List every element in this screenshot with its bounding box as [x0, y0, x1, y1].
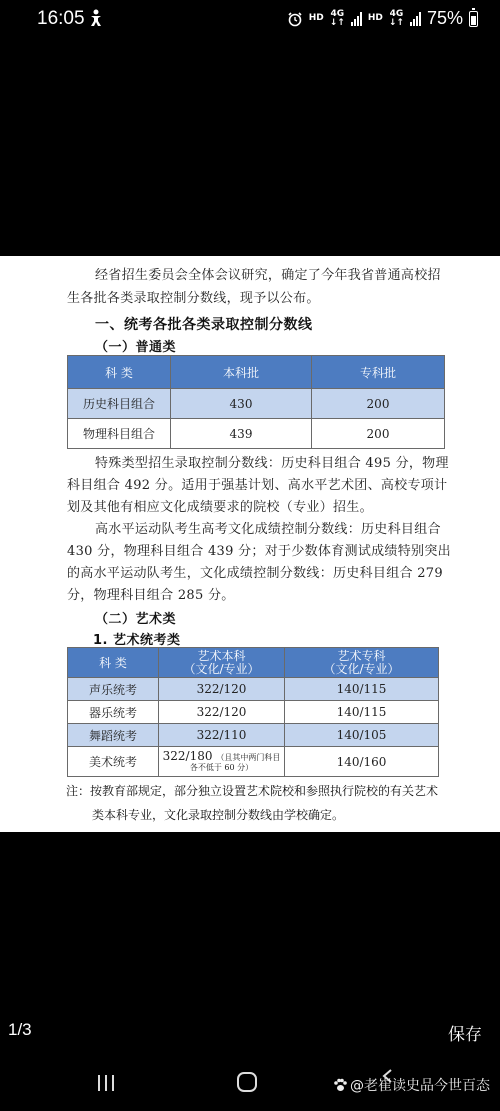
- athlete-line-2: 430 分，物理科目组合 439 分；对于少数体育测试成绩特别突出: [67, 544, 451, 559]
- network-4g-1-indicator: 4G ↓↑: [329, 8, 345, 28]
- table-art: [67, 647, 439, 777]
- table-cell: 439: [171, 419, 312, 449]
- table-cell: 322/180 （且其中两门科目 各不低于 60 分）: [159, 747, 285, 777]
- sub-2-title: （二）艺术类: [95, 612, 177, 627]
- watermark: @老崔读史品今世百态: [333, 1075, 490, 1095]
- art-note: （且其中两门科目: [216, 753, 281, 762]
- table1-header-undergrad: 本科批: [171, 356, 312, 389]
- table-row: [68, 419, 445, 449]
- section-1-title: 一、统考各批各类录取控制分数线: [95, 317, 313, 333]
- battery-percent: 75%: [426, 8, 463, 28]
- athlete-line-4: 分，物理科目组合 285 分。: [67, 588, 235, 603]
- table-cell: 200: [312, 389, 445, 419]
- table-cell: 声乐统考: [68, 678, 159, 701]
- recent-apps-button[interactable]: [98, 1075, 114, 1091]
- table-cell: 322/120: [159, 701, 285, 724]
- table-cell: 140/115: [285, 701, 439, 724]
- save-button[interactable]: 保存: [448, 1025, 482, 1045]
- network-hd-1-indicator: HD: [308, 13, 324, 23]
- table-cell: 美术统考: [68, 747, 159, 777]
- battery-icon: [469, 11, 478, 27]
- table2-header-undergrad: 艺术本科 （文化/专业）: [159, 648, 285, 678]
- table-cell: 历史科目组合: [68, 389, 171, 419]
- table-cell: 430: [171, 389, 312, 419]
- table-cell: 舞蹈统考: [68, 724, 159, 747]
- clock: 16:05: [37, 8, 85, 29]
- sub-2-1-title: 1. 艺术统考类: [93, 633, 181, 648]
- table-cell: 140/105: [285, 724, 439, 747]
- sub-1-title: （一）普通类: [95, 340, 177, 355]
- intro-line-2: 生各批各类录取控制分数线，现予以公布。: [67, 291, 320, 306]
- table-cell: 器乐统考: [68, 701, 159, 724]
- network-hd-2-indicator: HD: [367, 13, 383, 23]
- page-indicator: 1/3: [8, 1020, 32, 1039]
- paw-icon: [333, 1078, 347, 1092]
- table-general: [67, 355, 445, 449]
- alarm-icon: [287, 11, 303, 27]
- table-row: [68, 724, 439, 747]
- table-row: [68, 389, 445, 419]
- note-line-1: 注：按教育部规定，部分独立设置艺术院校和参照执行院校的有关艺术: [66, 784, 439, 798]
- table-row: [68, 747, 439, 777]
- table1-header-category: 科 类: [68, 356, 171, 389]
- table-cell: 200: [312, 419, 445, 449]
- table2-header-category: 科 类: [68, 648, 159, 678]
- network-4g-2-indicator: 4G ↓↑: [388, 8, 404, 28]
- signal-1-icon: [351, 12, 362, 26]
- intro-line-1: 经省招生委员会全体会议研究，确定了今年我省普通高校招: [95, 268, 441, 283]
- athlete-line-3: 的高水平运动队考生，文化成绩控制分数线：历史科目组合 279: [67, 566, 443, 581]
- table-row: [68, 678, 439, 701]
- signal-2-icon: [410, 12, 421, 26]
- document-page[interactable]: [0, 256, 500, 832]
- table-cell: 140/115: [285, 678, 439, 701]
- table-cell: 322/110: [159, 724, 285, 747]
- table-cell: 140/160: [285, 747, 439, 777]
- special-line-2: 科目组合 492 分。适用于强基计划、高水平艺术团、高校专项计: [67, 478, 448, 493]
- table-cell: 322/120: [159, 678, 285, 701]
- special-line-1: 特殊类型招生录取控制分数线：历史科目组合 495 分，物理: [95, 456, 449, 471]
- accessibility-icon: [88, 9, 104, 27]
- table-cell: 物理科目组合: [68, 419, 171, 449]
- athlete-line-1: 高水平运动队考生高考文化成绩控制分数线：历史科目组合: [95, 522, 441, 537]
- table-row: [68, 701, 439, 724]
- table1-header-junior: 专科批: [312, 356, 445, 389]
- special-line-3: 划及其他有相应文化成绩要求的院校（专业）招生。: [67, 500, 373, 515]
- status-bar: [0, 0, 500, 38]
- navigation-bar: [0, 1060, 500, 1111]
- note-line-2: 类本科专业，文化录取控制分数线由学校确定。: [92, 808, 345, 822]
- home-button[interactable]: [237, 1072, 257, 1092]
- table2-header-junior: 艺术专科 （文化/专业）: [285, 648, 439, 678]
